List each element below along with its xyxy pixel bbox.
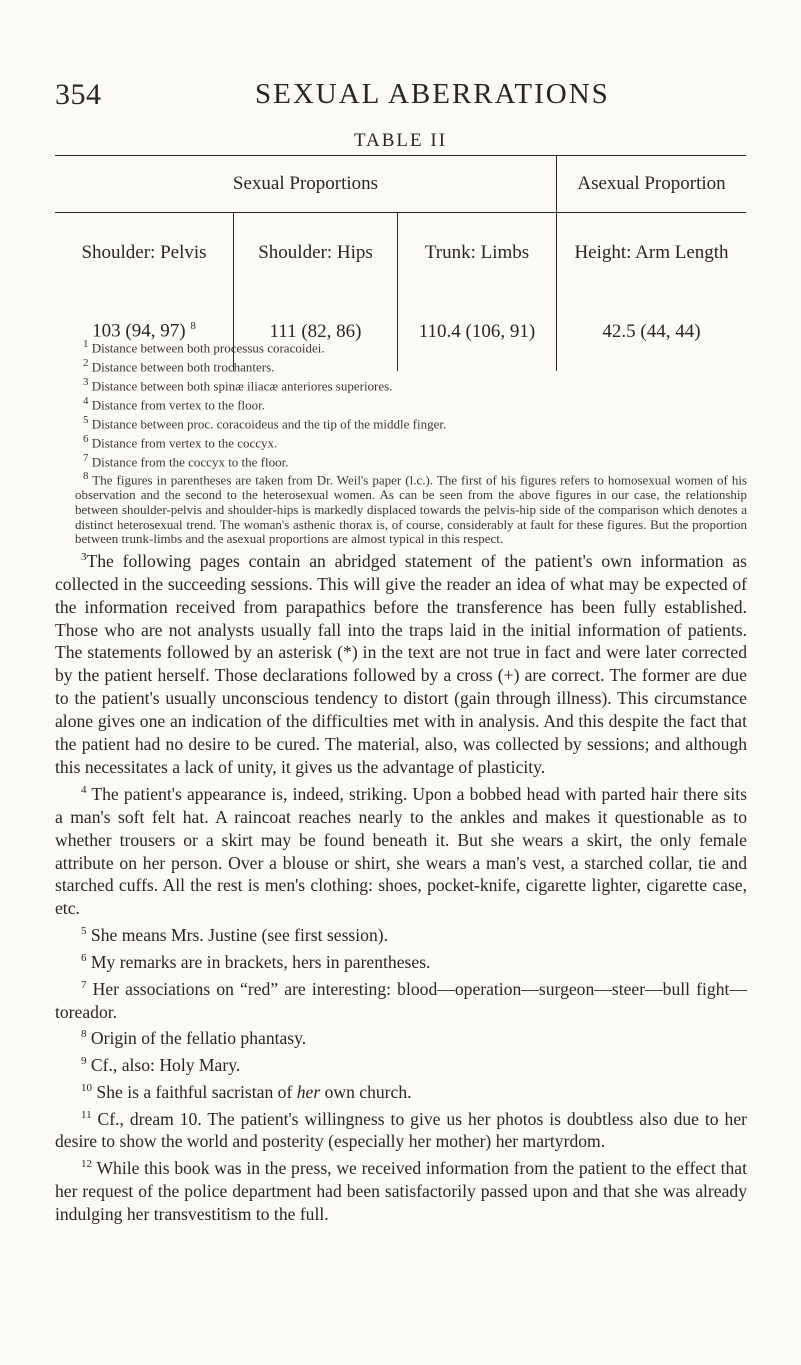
note-paragraph [55, 546, 747, 779]
note-text: Cf., dream 10. The patient's willingness to give us her photos is doubtless also due to her desire to show the world and posterity (especially her mother) her martyrdom. [55, 1108, 747, 1152]
note-emphasis: her [296, 1081, 321, 1102]
footnote [75, 413, 747, 432]
table-footnotes [75, 337, 747, 547]
value-text: 103 (94, 97) [92, 320, 186, 342]
footnote-number: 2 [83, 356, 89, 369]
group-sexual-proportions: Sexual Proportions [55, 156, 557, 213]
note-paragraph [55, 1077, 747, 1104]
group-asexual-proportion: Asexual Proportion [557, 156, 747, 213]
note-number: 11 [81, 1108, 92, 1121]
footnote-number: 3 [83, 375, 89, 388]
footnote-text: Distance between both processus coracoidei. [91, 340, 325, 356]
running-head: SEXUAL ABERRATIONS [255, 78, 610, 110]
header-shoulder-pelvis: Shoulder: Pelvis [55, 213, 234, 293]
footnote-text: Distance between proc. coracoideus and the tip of the middle finger. [91, 416, 447, 432]
footnote-number: 1 [83, 338, 89, 350]
table-title: TABLE II [353, 130, 448, 151]
header-height-arm-length: Height: Arm Length [574, 241, 729, 263]
header-shoulder-hips: Shoulder: Hips [234, 213, 398, 293]
note-number: 9 [81, 1055, 87, 1068]
note-paragraph [55, 1023, 747, 1050]
footnote [75, 337, 747, 356]
note-number: 4 [81, 783, 87, 796]
table-group-row [55, 156, 746, 213]
footnote [75, 432, 747, 451]
note-text: Origin of the fellatio phantasy. [90, 1028, 307, 1049]
note-number: 6 [81, 951, 87, 964]
note-number: 5 [81, 925, 87, 938]
note-text: While this book was in the press, we received information from the patient to the effect that her request of the police department had been satisfactorily passed upon and that she was already indulging her transvestitism to the full. [55, 1158, 747, 1225]
footnote-number: 5 [83, 413, 89, 426]
note-text: My remarks are in brackets, hers in parentheses. [90, 951, 431, 972]
header-trunk-limbs: Trunk: Limbs [398, 213, 557, 293]
note-number: 3 [81, 551, 87, 563]
table-header-row [55, 213, 746, 293]
note-text: Cf., also: Holy Mary. [90, 1055, 241, 1076]
footnote [75, 356, 747, 375]
footnote [75, 375, 747, 394]
footnote [75, 469, 747, 546]
note-paragraph [55, 779, 747, 920]
footnote [75, 394, 747, 413]
footnote-number: 8 [83, 470, 89, 483]
value-height-arm-length: 42.5 (44, 44) [602, 320, 701, 342]
footnote-number: 6 [83, 432, 89, 445]
note-paragraph [55, 1050, 747, 1077]
note-paragraph [55, 1153, 747, 1226]
note-text: Her associations on “red” are interesting: blood—operation—surgeon—steer—bull fight—toreador. [55, 978, 747, 1022]
footnote-text: The figures in parentheses are taken from Dr. Weil's paper (l.c.). The first of his figures refers to homosexual women of his observation and the second to the heterosexual women. As can be seen from the above figures in our case, the relationship between shoulder-pelvis and shoulder-hips is markedly displaced towards the pelvis-hip side of the comparison which denotes a distinct heterosexual trend. The woman's asthenic thorax is, of course, considerably at fault for these figures. But the proportion between trunk-limbs and the asexual proportions are almost typical in this respect. [75, 472, 747, 547]
footnote-number: 7 [83, 451, 89, 464]
footnote-marker: 8 [190, 320, 196, 333]
note-number: 12 [81, 1158, 92, 1171]
footnote-text: Distance from the coccyx to the floor. [91, 453, 289, 469]
footnote [75, 451, 747, 470]
value-shoulder-hips: 111 (82, 86) [234, 292, 398, 371]
note-number: 10 [81, 1081, 92, 1094]
footnote-number: 4 [83, 394, 89, 407]
value-trunk-limbs: 110.4 (106, 91) [398, 292, 557, 371]
note-paragraph [55, 920, 747, 947]
note-paragraph [55, 947, 747, 974]
chapter-notes [55, 546, 747, 1226]
note-paragraph [55, 974, 747, 1024]
note-number: 7 [81, 978, 87, 991]
page-number: 354 [55, 78, 102, 111]
note-text: The patient's appearance is, indeed, striking. Upon a bobbed head with parted hair there sits a man's soft felt hat. A raincoat reaches nearly to the ankles and makes it questionable as to whether trousers or a skirt may be found beneath it. But she wears a skirt, the only female attribute on her person. Over a blouse or shirt, she wears a man's vest, a starched collar, tie and starched cuffs. All the rest is men's clothing: shoes, pocket-knife, cigarette lighter, cigarette case, etc. [55, 783, 747, 919]
footnote-text: Distance from vertex to the floor. [91, 397, 266, 413]
footnote-text: Distance from vertex to the coccyx. [91, 434, 278, 450]
note-text: She means Mrs. Justine (see first session). [90, 925, 389, 946]
footnote-text: Distance between both spinæ iliacæ anteriores superiores. [91, 378, 393, 394]
note-paragraph [55, 1104, 747, 1154]
note-number: 8 [81, 1028, 87, 1041]
page-header [55, 78, 755, 118]
note-text: She is a faithful sacristan of [96, 1081, 297, 1102]
footnote-text: Distance between both trochanters. [91, 359, 275, 375]
note-text: own church. [320, 1081, 412, 1102]
note-text: The following pages contain an abridged statement of the patient's own information as collected in the succeeding sessions. This will give the reader an idea of what may be expected of the information received from parapathics before the transference has been fully established. Those who are not analysts usually fall into the traps laid in the initial information of patients. The statements followed by an asterisk (*) in the text are not true in fact and were later corrected by the patient herself. Those declarations followed by a cross (+) are correct. The former are due to the patient's usually unconscious tendency to distort (gain through illness). This circumstance alone gives one an indication of the difficulties met with in analysis. And this despite the fact that the patient had no desire to be cured. The material, also, was collected by sessions; and although this necessitates a lack of unity, it gives us the advantage of plasticity. [55, 550, 747, 778]
